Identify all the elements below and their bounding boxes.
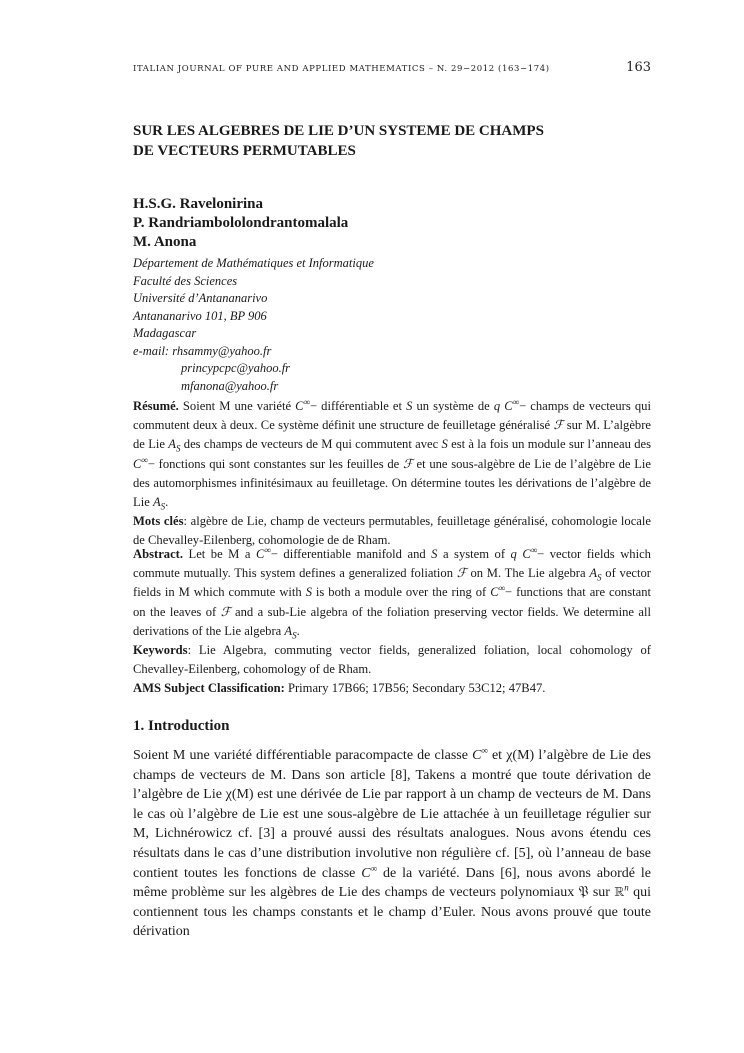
email-line bbox=[133, 343, 653, 361]
abstract-text: − functions that are constant on the leaves of bbox=[133, 585, 651, 619]
abstract-text: and a sub-Lie algebra of the foliation preserving vector fields. We determine all derivations of the Lie algebra bbox=[133, 604, 652, 638]
ams-text: Primary 17B66; 17B56; Secondary 53C12; 47B47. bbox=[284, 681, 546, 696]
math-q: q bbox=[510, 547, 517, 561]
math-C: C bbox=[361, 865, 371, 881]
math-sup-n: n bbox=[624, 882, 629, 893]
math-chi-M: χ(M) bbox=[225, 787, 254, 803]
math-infinity: ∞ bbox=[303, 396, 310, 407]
intro-text: sur bbox=[588, 885, 615, 901]
abstract-text: of vector fields in M which commute with bbox=[133, 566, 651, 600]
affiliation bbox=[133, 255, 653, 395]
resume-text: un système de bbox=[412, 399, 494, 413]
math-A: A bbox=[152, 495, 161, 510]
email-2: princypcpc@yahoo.fr bbox=[181, 361, 291, 375]
math-F: ℱ bbox=[553, 418, 564, 433]
math-R: ℝ bbox=[614, 885, 625, 901]
math-S: S bbox=[431, 547, 438, 561]
introduction-paragraph bbox=[133, 746, 651, 942]
math-q: q bbox=[493, 399, 501, 413]
math-S: S bbox=[406, 399, 413, 413]
math-sub-S: S bbox=[597, 572, 602, 583]
math-sub-S: S bbox=[175, 443, 181, 454]
abstract-text: − differentiable manifold and bbox=[270, 547, 432, 561]
abstract-text: on M. The Lie algebra bbox=[466, 566, 590, 581]
resume-text: des champs de vecteurs de M qui commutent avec bbox=[180, 437, 442, 452]
author-2: P. Randriambololondrantomalala bbox=[133, 215, 349, 231]
math-C: C bbox=[295, 399, 304, 413]
math-chi-M: χ(M) bbox=[506, 748, 535, 763]
abstract-text: Let be M a bbox=[183, 547, 256, 561]
abstract-text: a system of bbox=[437, 547, 511, 561]
section-heading: 1. Introduction bbox=[133, 718, 230, 734]
math-infinity: ∞ bbox=[481, 745, 488, 756]
abstract-text: is both a module over the ring of bbox=[311, 585, 491, 600]
math-C: C bbox=[490, 585, 499, 600]
keywords-text: : Lie Algebra, commuting vector fields, generalized foliation, local cohomology of Chevalley-Eilenberg, cohomology of de Rham. bbox=[133, 643, 651, 677]
author-1: H.S.G. Ravelonirina bbox=[133, 196, 264, 212]
affiliation-line: Madagascar bbox=[133, 326, 197, 340]
mots-cles-label: Mots clés bbox=[133, 514, 184, 529]
math-S: S bbox=[305, 585, 312, 600]
affiliation-line: Département de Mathématiques et Informatique bbox=[133, 256, 374, 270]
math-C: C bbox=[472, 748, 482, 763]
affiliation-line: Antananarivo 101, BP 906 bbox=[133, 308, 267, 323]
intro-text: Soient M une variété différentiable paracompacte de classe bbox=[133, 748, 473, 763]
email-1: rhsammy@yahoo.fr bbox=[172, 343, 272, 358]
math-infinity: ∞ bbox=[530, 544, 538, 555]
abstract-text: . bbox=[296, 623, 300, 638]
title-line-1: SUR LES ALGEBRES DE LIE D’UN SYSTEME DE CHAMPS bbox=[133, 123, 544, 139]
resume-text: et une sous-algèbre de Lie de l’algèbre de Lie des automorphismes infinitésimaux au feuilletage. On détermine toutes les dérivations de l’algèbre de Lie bbox=[133, 456, 651, 510]
math-infinity: ∞ bbox=[264, 544, 271, 555]
math-infinity: ∞ bbox=[370, 862, 378, 873]
running-head bbox=[133, 60, 651, 75]
resume-text: − fonctions qui sont constantes sur les feuilles de bbox=[147, 456, 403, 471]
intro-text: de la variété. Dans [6], nous avons abordé le même problème sur les algèbres de Lie des champs de vecteurs polynomiaux bbox=[133, 865, 651, 901]
math-infinity: ∞ bbox=[512, 396, 520, 407]
email-label: e-mail: bbox=[133, 343, 173, 358]
journal-name: ITALIAN JOURNAL OF PURE AND APPLIED MATHEMATICS – N. 29−2012 (163−174) bbox=[133, 64, 550, 74]
resume-text: est à la fois un module sur l’anneau des bbox=[447, 437, 651, 452]
resume-label: Résumé. bbox=[133, 399, 179, 413]
math-A: A bbox=[168, 437, 176, 452]
resume-paragraph bbox=[133, 397, 651, 551]
affiliation-line: Université d’Antananarivo bbox=[133, 291, 268, 305]
math-C: C bbox=[504, 399, 513, 413]
page-number: 163 bbox=[626, 60, 651, 75]
math-C: C bbox=[255, 547, 265, 561]
math-sub-S: S bbox=[160, 501, 166, 512]
abstract-label: Abstract. bbox=[133, 547, 184, 561]
abstract-paragraph bbox=[133, 545, 651, 641]
email-3: mfanona@yahoo.fr bbox=[181, 378, 279, 393]
intro-text: est une dérivée de Lie par rapport à un champ de vecteurs de M. Dans le cas où l’algèbre de Lie est une sous-algèbre de Lie attachée à un feuilletage régulier sur M, Lichnérowicz cf. [3] a prouvé aussi des résultats analogues. Nous avons étendu ces résultats dans le cas d’une distribution involutive non régulière cf. [5], où l’anneau de base contient toutes les fonctions de classe bbox=[133, 787, 651, 881]
math-fraktur-P: 𝔓 bbox=[578, 885, 589, 901]
resume-text: − champs de vecteurs qui commutent deux à deux. Ce système définit une structure de feuilletage généralisé bbox=[133, 399, 651, 433]
resume-text: Soient M une variété bbox=[178, 399, 296, 413]
abstract-text: − vector fields which commute mutually. This system defines a generalized foliation bbox=[133, 547, 651, 581]
affiliation-line: Faculté des Sciences bbox=[133, 273, 238, 288]
intro-text: et bbox=[487, 748, 507, 763]
resume-text: sur M. L’algèbre de Lie bbox=[133, 418, 651, 452]
keywords-paragraph bbox=[133, 641, 651, 699]
math-F: ℱ bbox=[402, 456, 413, 471]
math-F: ℱ bbox=[456, 566, 467, 581]
author-3: M. Anona bbox=[133, 234, 197, 250]
mots-cles-text: : algèbre de Lie, champ de vecteurs permutables, feuilletage généralisé, cohomologie locale de Chevalley-Eilenberg, cohomologie de de Rham. bbox=[133, 514, 651, 548]
math-C: C bbox=[133, 456, 142, 471]
ams-label: AMS Subject Classification: bbox=[133, 681, 285, 696]
math-A: A bbox=[589, 566, 598, 581]
resume-text: . bbox=[165, 495, 169, 510]
article-title bbox=[133, 121, 653, 161]
resume-text: − différentiable et bbox=[309, 399, 407, 413]
math-C: C bbox=[522, 547, 531, 561]
math-infinity: ∞ bbox=[141, 454, 148, 465]
intro-text: qui contiennent tous les champs constants et le champ d’Euler. Nous avons prouvé que toute dérivation bbox=[133, 885, 651, 940]
keywords-label: Keywords bbox=[133, 643, 188, 657]
title-line-2: DE VECTEURS PERMUTABLES bbox=[133, 143, 356, 159]
math-infinity: ∞ bbox=[498, 583, 506, 594]
math-A: A bbox=[284, 623, 293, 638]
math-S: S bbox=[441, 437, 448, 452]
author-list bbox=[133, 195, 653, 252]
math-F: ℱ bbox=[220, 604, 231, 619]
math-sub-S: S bbox=[292, 630, 297, 641]
intro-text: l’algèbre de Lie des champs de vecteurs de M. Dans son article [8], Takens a montré que toute dérivation de l’algèbre de Lie bbox=[133, 748, 652, 803]
